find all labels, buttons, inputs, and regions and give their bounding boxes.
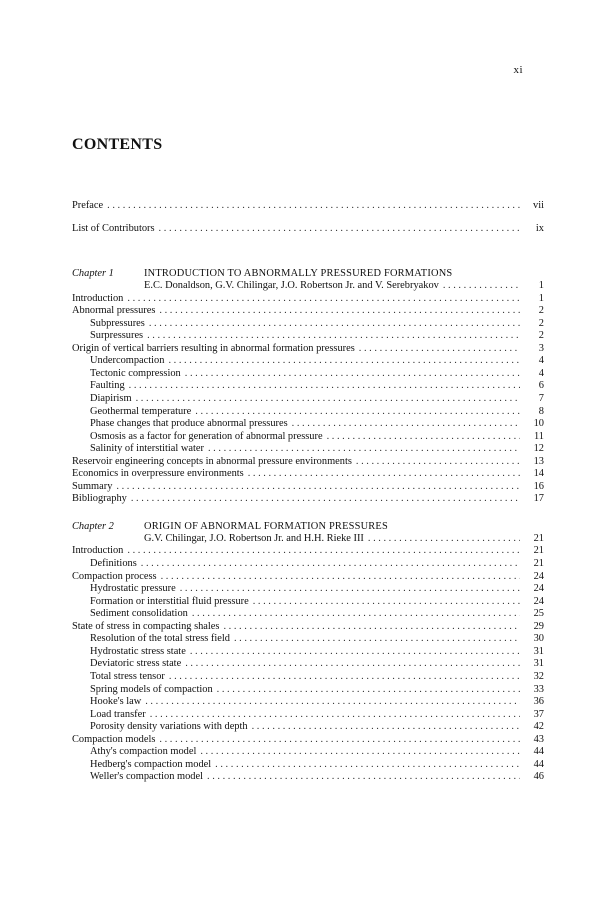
toc-entry-label: Hedberg's compaction model — [90, 758, 212, 770]
dot-leader — [207, 771, 520, 784]
dot-leader — [248, 468, 520, 481]
table-of-contents — [72, 200, 544, 784]
toc-entry[interactable] — [72, 305, 544, 318]
dot-leader — [180, 583, 520, 596]
chapter-title: INTRODUCTION TO ABNORMALLY PRESSURED FORMATIONS — [144, 268, 453, 280]
toc-subentry[interactable] — [72, 721, 544, 734]
toc-subentry[interactable] — [72, 393, 544, 406]
chapter-1-heading — [72, 267, 544, 293]
toc-entry[interactable] — [72, 456, 544, 469]
toc-entry-label: List of Contributors — [72, 222, 155, 234]
dot-leader — [159, 223, 520, 236]
toc-subentry[interactable] — [72, 330, 544, 343]
toc-entry-label: Introduction — [72, 292, 124, 304]
toc-page-number: 31 — [533, 658, 544, 670]
toc-entry-label: Sediment consolidation — [90, 608, 188, 620]
toc-entry-label: Phase changes that produce abnormal pressures — [90, 418, 288, 430]
toc-entry[interactable] — [72, 571, 544, 584]
dot-leader — [107, 200, 520, 213]
dot-leader — [208, 443, 520, 456]
toc-entry-preface[interactable] — [72, 200, 544, 213]
toc-entry-label: Load transfer — [90, 708, 146, 720]
toc-entry-label: Diapirism — [90, 393, 132, 405]
toc-entry-label: Athy's compaction model — [90, 746, 197, 758]
toc-entry-label: Hydrostatic stress state — [90, 645, 186, 657]
toc-entry-label: Spring models of compaction — [90, 683, 213, 695]
dot-leader — [127, 293, 520, 306]
toc-entry-label: Hooke's law — [90, 696, 142, 708]
toc-page-number: 29 — [533, 620, 544, 632]
authors-label: G.V. Chilingar, J.O. Robertson Jr. and H.H. Rieke III — [144, 532, 364, 544]
chapter-2-heading — [72, 520, 544, 546]
toc-subentry[interactable] — [72, 355, 544, 368]
dot-leader — [443, 280, 520, 293]
toc-entry[interactable] — [72, 545, 544, 558]
toc-page-number: 44 — [533, 746, 544, 758]
dot-leader — [129, 380, 520, 393]
toc-page-number: 42 — [533, 721, 544, 733]
toc-page-number: 21 — [533, 545, 544, 557]
toc-entry-label: Deviatoric stress state — [90, 658, 182, 670]
toc-entry-label: Introduction — [72, 545, 124, 557]
toc-page-number: 32 — [533, 670, 544, 682]
toc-page-number: 24 — [533, 570, 544, 582]
toc-page-number: 4 — [538, 355, 544, 367]
dot-leader — [252, 721, 520, 734]
toc-page-number: 37 — [533, 708, 544, 720]
toc-entry-label: Tectonic compression — [90, 367, 181, 379]
page-number: xi — [513, 64, 523, 76]
dot-leader — [200, 746, 520, 759]
toc-entry-label: Surpressures — [90, 330, 144, 342]
toc-subentry[interactable] — [72, 318, 544, 331]
dot-leader — [327, 431, 520, 444]
dot-leader — [127, 545, 520, 558]
toc-entry[interactable] — [72, 621, 544, 634]
dot-leader — [131, 493, 520, 506]
toc-entry-label: Salinity of interstitial water — [90, 443, 204, 455]
toc-subentry[interactable] — [72, 608, 544, 621]
toc-page-number: 16 — [533, 480, 544, 492]
dot-leader — [292, 418, 520, 431]
toc-subentry[interactable] — [72, 771, 544, 784]
toc-page-number: 24 — [533, 583, 544, 595]
toc-entry-label: Porosity density variations with depth — [90, 721, 248, 733]
dot-leader — [195, 406, 520, 419]
toc-entry-label: Abnormal pressures — [72, 305, 156, 317]
toc-entry-label: Faulting — [90, 380, 125, 392]
toc-subentry[interactable] — [72, 583, 544, 596]
toc-entry-label: Geothermal temperature — [90, 405, 192, 417]
toc-subentry[interactable] — [72, 646, 544, 659]
toc-entry[interactable] — [72, 481, 544, 494]
authors-label: E.C. Donaldson, G.V. Chilingar, J.O. Robertson Jr. and V. Serebryakov — [144, 280, 439, 292]
toc-entry-label: State of stress in compacting shales — [72, 620, 220, 632]
toc-subentry[interactable] — [72, 696, 544, 709]
toc-page-number: 36 — [533, 696, 544, 708]
dot-leader — [234, 633, 520, 646]
dot-leader — [169, 671, 520, 684]
toc-entry-label: Preface — [72, 200, 104, 211]
dot-leader — [159, 734, 520, 747]
dot-leader — [150, 709, 520, 722]
dot-leader — [190, 646, 520, 659]
toc-subentry[interactable] — [72, 406, 544, 419]
toc-subentry[interactable] — [72, 684, 544, 697]
toc-subentry[interactable] — [72, 759, 544, 772]
toc-page-number: 24 — [533, 595, 544, 607]
chapter-title: ORIGIN OF ABNORMAL FORMATION PRESSURES — [144, 520, 388, 532]
toc-entry-label: Definitions — [90, 558, 137, 570]
toc-page-number: 31 — [533, 645, 544, 657]
toc-page-number: 43 — [533, 733, 544, 745]
toc-entry[interactable] — [72, 293, 544, 306]
dot-leader — [192, 608, 520, 621]
dot-leader — [253, 596, 520, 609]
toc-page-number: 13 — [533, 455, 544, 467]
toc-subentry[interactable] — [72, 709, 544, 722]
toc-entry-label: Total stress tensor — [90, 670, 165, 682]
toc-entry-label: Compaction process — [72, 570, 157, 582]
dot-leader — [168, 355, 520, 368]
chapter-label: Chapter 1 — [72, 268, 114, 280]
toc-subentry[interactable] — [72, 633, 544, 646]
dot-leader — [145, 696, 520, 709]
toc-entry-label: Osmosis as a factor for generation of abnormal pressure — [90, 430, 323, 442]
toc-page-number: ix — [535, 222, 544, 234]
toc-entry-label: Subpressures — [90, 317, 145, 329]
toc-subentry[interactable] — [72, 658, 544, 671]
dot-leader — [136, 393, 520, 406]
toc-page-number: 2 — [538, 330, 544, 342]
toc-entry-label: Weller's compaction model — [90, 771, 203, 783]
toc-page-number: 33 — [533, 683, 544, 695]
dot-leader — [185, 658, 520, 671]
toc-entry[interactable] — [72, 734, 544, 747]
toc-subentry[interactable] — [72, 380, 544, 393]
toc-page-number: 21 — [533, 532, 544, 544]
toc-entry-label: Origin of vertical barriers resulting in abnormal formation pressures — [72, 342, 355, 354]
dot-leader — [217, 684, 520, 697]
toc-entry-label: Summary — [72, 480, 113, 492]
dot-leader — [161, 571, 520, 584]
toc-entry-label: Bibliography — [72, 493, 127, 505]
toc-page-number: 11 — [533, 430, 544, 442]
toc-page-number: 44 — [533, 758, 544, 770]
page-title: CONTENTS — [72, 136, 163, 153]
toc-page-number: 17 — [533, 493, 544, 505]
toc-page-number: 1 — [538, 292, 544, 304]
toc-page-number: vii — [533, 200, 544, 211]
dot-leader — [159, 305, 520, 318]
chapter-authors[interactable] — [72, 280, 544, 293]
toc-entry[interactable] — [72, 343, 544, 356]
toc-page-number: 1 — [538, 280, 544, 292]
toc-subentry[interactable] — [72, 443, 544, 456]
toc-entry-label: Undercompaction — [90, 355, 165, 367]
dot-leader — [147, 330, 520, 343]
toc-entry-label: Reservoir engineering concepts in abnormal pressure environments — [72, 455, 352, 467]
toc-page-number: 2 — [538, 305, 544, 317]
dot-leader — [215, 759, 520, 772]
toc-page-number: 12 — [533, 443, 544, 455]
dot-leader — [185, 368, 520, 381]
toc-subentry[interactable] — [72, 368, 544, 381]
toc-subentry[interactable] — [72, 671, 544, 684]
toc-subentry[interactable] — [72, 596, 544, 609]
toc-page-number: 6 — [538, 380, 544, 392]
dot-leader — [359, 343, 520, 356]
toc-entry-label: Formation or interstitial fluid pressure — [90, 595, 249, 607]
dot-leader — [368, 533, 520, 546]
toc-subentry[interactable] — [72, 558, 544, 571]
toc-entry[interactable] — [72, 468, 544, 481]
toc-page-number: 10 — [533, 418, 544, 430]
toc-page-number: 4 — [538, 367, 544, 379]
dot-leader — [149, 318, 520, 331]
toc-page-number: 2 — [538, 317, 544, 329]
toc-page-number: 30 — [533, 633, 544, 645]
dot-leader — [356, 456, 520, 469]
chapter-authors[interactable] — [72, 533, 544, 546]
toc-entry[interactable] — [72, 493, 544, 506]
toc-entry-label: Resolution of the total stress field — [90, 633, 230, 645]
dot-leader — [223, 621, 520, 634]
toc-entry-label: Compaction models — [72, 733, 156, 745]
toc-page-number: 46 — [533, 771, 544, 783]
chapter-label: Chapter 2 — [72, 520, 114, 532]
toc-page-number: 25 — [533, 608, 544, 620]
toc-entry-contributors[interactable] — [72, 223, 544, 236]
toc-entry-label: Hydrostatic pressure — [90, 583, 176, 595]
dot-leader — [116, 481, 520, 494]
toc-page-number: 7 — [538, 393, 544, 405]
toc-subentry[interactable] — [72, 746, 544, 759]
toc-page-number: 3 — [538, 342, 544, 354]
toc-page-number: 14 — [533, 468, 544, 480]
toc-subentry[interactable] — [72, 418, 544, 431]
toc-page-number: 8 — [538, 405, 544, 417]
toc-subentry[interactable] — [72, 431, 544, 444]
dot-leader — [141, 558, 520, 571]
toc-page-number: 21 — [533, 558, 544, 570]
toc-entry-label: Economics in overpressure environments — [72, 468, 244, 480]
